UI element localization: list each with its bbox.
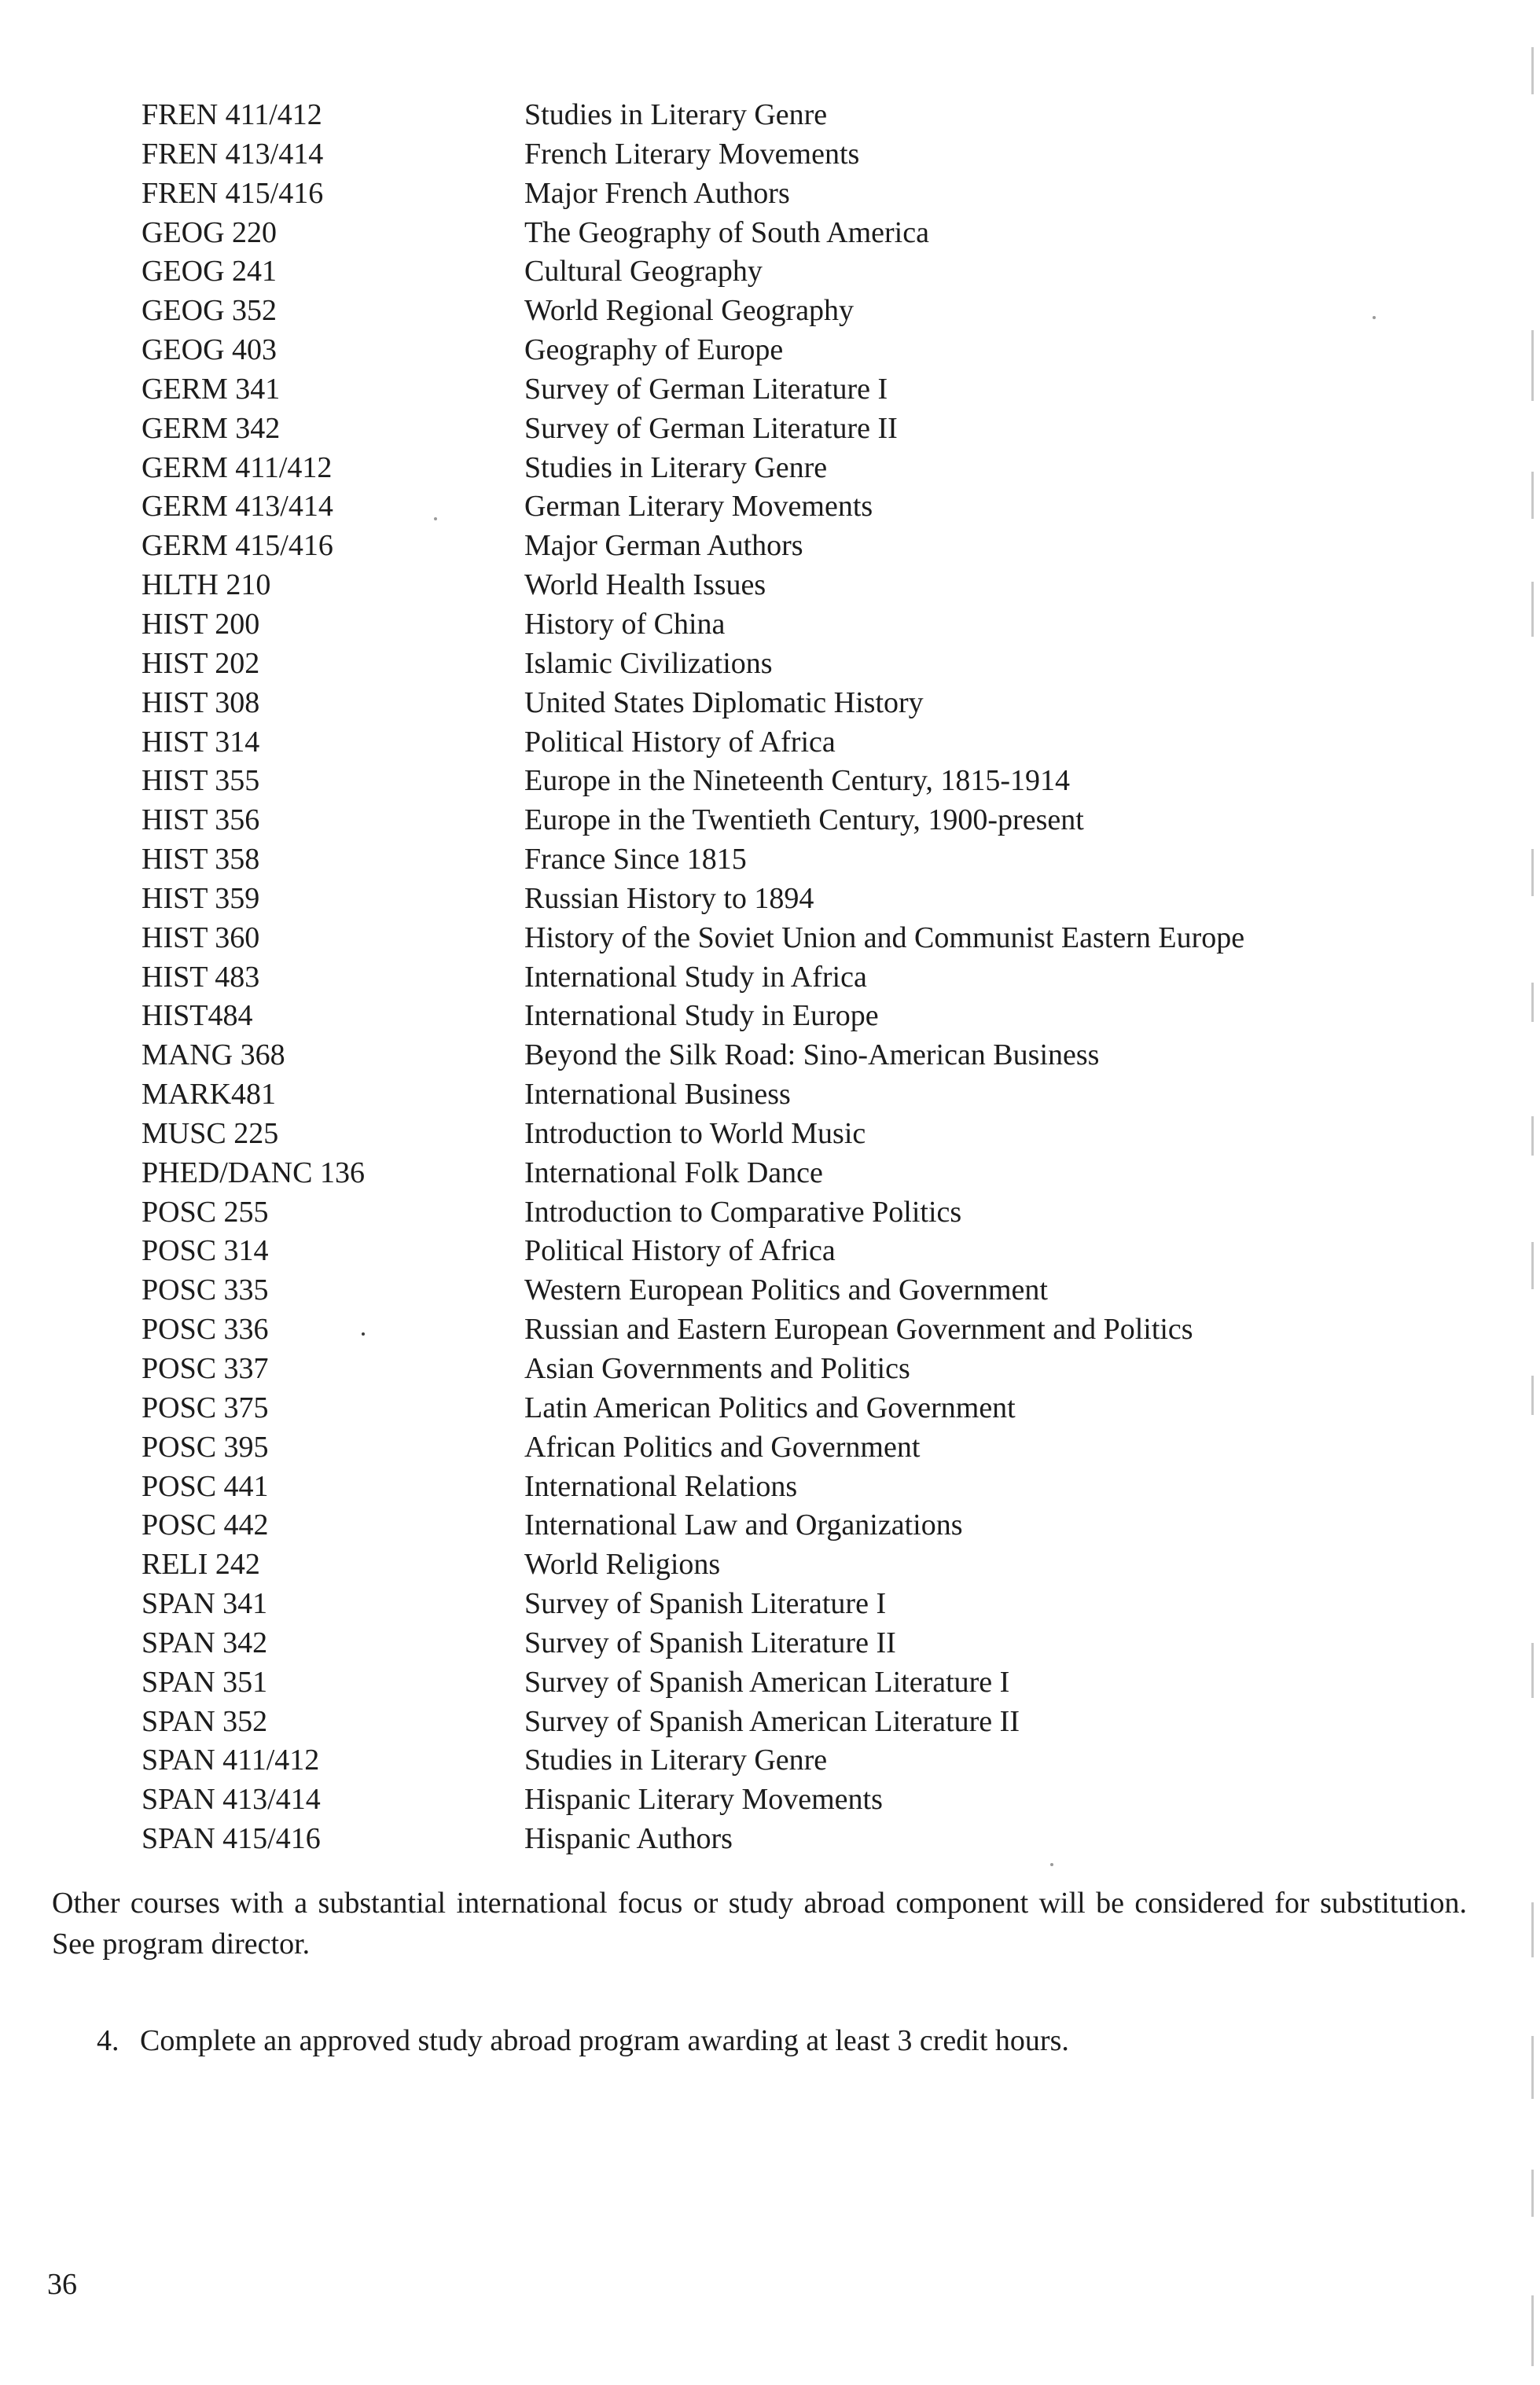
course-title: French Literary Movements (524, 137, 860, 171)
course-title: International Law and Organizations (524, 1509, 963, 1542)
course-code: GERM 342 (142, 411, 281, 445)
course-row (142, 449, 1368, 488)
course-row (142, 762, 1368, 801)
course-code: FREN 415/416 (142, 176, 324, 210)
course-code: HIST 308 (142, 685, 260, 719)
course-code: SPAN 415/416 (142, 1822, 321, 1856)
course-title: History of China (524, 607, 726, 641)
course-title: Studies in Literary Genre (524, 98, 828, 131)
course-code: POSC 337 (142, 1352, 269, 1385)
course-title: Geography of Europe (524, 333, 784, 367)
scan-edge-mark (1531, 1242, 1534, 1289)
course-title: Russian and Eastern European Government and Politics (524, 1313, 1193, 1347)
scan-edge-mark (1531, 849, 1534, 896)
course-code: GERM 341 (142, 372, 281, 406)
course-row (142, 840, 1368, 880)
course-code: POSC 255 (142, 1195, 269, 1229)
course-code: PHED/DANC 136 (142, 1156, 365, 1189)
course-code: SPAN 411/412 (142, 1744, 320, 1777)
course-code: HIST 200 (142, 607, 260, 641)
course-code: POSC 395 (142, 1430, 269, 1464)
course-title: Latin American Politics and Government (524, 1391, 1016, 1424)
scan-speck (1373, 316, 1376, 319)
scan-edge-mark (1531, 1116, 1534, 1156)
course-row (142, 1780, 1368, 1820)
course-row (142, 1545, 1368, 1585)
course-title: German Literary Movements (524, 490, 873, 524)
course-title: Introduction to Comparative Politics (524, 1195, 962, 1229)
course-row (142, 1075, 1368, 1115)
course-row (142, 1468, 1368, 1507)
course-row (142, 605, 1368, 645)
course-code: SPAN 413/414 (142, 1783, 321, 1817)
course-title: Survey of Spanish Literature I (524, 1587, 887, 1621)
course-row (142, 1663, 1368, 1703)
course-code: MUSC 225 (142, 1116, 279, 1150)
scan-edge-mark (1531, 983, 1534, 1022)
course-title: Russian History to 1894 (524, 881, 814, 915)
scan-speck (434, 517, 437, 520)
course-title: The Geography of South America (524, 215, 929, 249)
course-title: Studies in Literary Genre (524, 450, 828, 484)
course-row (142, 96, 1368, 135)
course-code: HIST 483 (142, 960, 260, 994)
course-row (142, 1624, 1368, 1663)
scan-edge-mark (1531, 1376, 1534, 1415)
course-title: Survey of Spanish American Literature I (524, 1665, 1010, 1699)
course-title: Europe in the Twentieth Century, 1900-present (524, 803, 1084, 837)
course-row (142, 292, 1368, 331)
course-row (142, 684, 1368, 723)
substitution-note: Other courses with a substantial international focus or study abroad component will be considered for substitution. See program director. (52, 1887, 1467, 1961)
course-code: HIST 359 (142, 881, 260, 915)
course-code: GEOG 241 (142, 255, 277, 288)
course-title: Studies in Literary Genre (524, 1744, 828, 1777)
course-title: Introduction to World Music (524, 1116, 866, 1150)
course-code: GERM 411/412 (142, 450, 333, 484)
course-row (142, 1193, 1368, 1233)
course-title: Major French Authors (524, 176, 790, 210)
course-code: RELI 242 (142, 1548, 260, 1582)
requirement-number: 4. (97, 2024, 119, 2057)
course-code: POSC 335 (142, 1273, 269, 1307)
course-title: Hispanic Authors (524, 1822, 733, 1856)
scan-edge-mark (1531, 47, 1534, 94)
course-title: International Folk Dance (524, 1156, 823, 1189)
course-row (142, 487, 1368, 527)
course-list (142, 96, 1368, 1859)
course-code: GEOG 220 (142, 215, 277, 249)
course-row (142, 1506, 1368, 1545)
scan-edge-mark (1531, 2036, 1534, 2099)
course-row (142, 370, 1368, 410)
course-code: POSC 375 (142, 1391, 269, 1424)
course-title: Beyond the Silk Road: Sino-American Business (524, 1038, 1100, 1072)
course-code: SPAN 341 (142, 1587, 268, 1621)
requirement-text: Complete an approved study abroad program awarding at least 3 credit hours. (140, 2024, 1069, 2057)
course-title: World Health Issues (524, 568, 766, 602)
course-row (142, 1350, 1368, 1389)
course-row (142, 1232, 1368, 1271)
course-code: HIST 356 (142, 803, 260, 837)
course-code: POSC 442 (142, 1509, 269, 1542)
scan-edge-mark (1531, 330, 1534, 401)
course-title: Islamic Civilizations (524, 646, 773, 680)
course-title: Political History of Africa (524, 1234, 836, 1268)
scan-speck (362, 1332, 365, 1336)
course-code: POSC 441 (142, 1469, 269, 1503)
course-code: HIST 314 (142, 725, 260, 759)
course-title: France Since 1815 (524, 843, 747, 876)
course-row (142, 1389, 1368, 1428)
course-code: GEOG 352 (142, 294, 277, 328)
course-row (142, 1585, 1368, 1624)
course-code: HIST 358 (142, 843, 260, 876)
course-title: Western European Politics and Government (524, 1273, 1048, 1307)
course-title: International Business (524, 1078, 791, 1112)
course-row (142, 880, 1368, 919)
course-row (142, 1741, 1368, 1780)
course-title: African Politics and Government (524, 1430, 921, 1464)
course-row (142, 919, 1368, 958)
scan-edge-mark (1531, 472, 1534, 519)
course-row (142, 527, 1368, 566)
course-code: HIST 360 (142, 921, 260, 954)
course-title: Major German Authors (524, 529, 803, 563)
scan-edge-mark (1531, 582, 1534, 637)
course-row (142, 1310, 1368, 1350)
course-code: GERM 415/416 (142, 529, 333, 563)
course-code: HIST 202 (142, 646, 260, 680)
course-row (142, 645, 1368, 684)
course-row (142, 723, 1368, 763)
course-title: International Study in Europe (524, 999, 879, 1033)
course-row (142, 1271, 1368, 1310)
course-title: Hispanic Literary Movements (524, 1783, 883, 1817)
course-row (142, 1703, 1368, 1742)
course-title: Cultural Geography (524, 255, 763, 288)
course-code: GERM 413/414 (142, 490, 333, 524)
course-title: International Relations (524, 1469, 798, 1503)
course-title: World Regional Geography (524, 294, 855, 328)
course-row (142, 1154, 1368, 1193)
course-row (142, 410, 1368, 449)
scan-edge-mark (1531, 1902, 1534, 1957)
course-row (142, 1036, 1368, 1075)
course-title: Survey of German Literature II (524, 411, 898, 445)
course-row (142, 1428, 1368, 1468)
course-title: Asian Governments and Politics (524, 1352, 910, 1385)
course-title: International Study in Africa (524, 960, 867, 994)
course-row (142, 252, 1368, 292)
course-title: Europe in the Nineteenth Century, 1815-1914 (524, 764, 1071, 798)
course-code: FREN 411/412 (142, 98, 322, 131)
course-title: Survey of German Literature I (524, 372, 888, 406)
course-title: History of the Soviet Union and Communist Eastern Europe (524, 921, 1245, 954)
course-row (142, 214, 1368, 253)
course-code: FREN 413/414 (142, 137, 324, 171)
course-row (142, 135, 1368, 175)
course-code: SPAN 352 (142, 1704, 268, 1738)
course-row (142, 331, 1368, 370)
course-row (142, 958, 1368, 998)
course-code: MANG 368 (142, 1038, 285, 1072)
course-row (142, 997, 1368, 1036)
requirement-item (97, 2020, 1069, 2061)
course-row (142, 1115, 1368, 1154)
course-title: Survey of Spanish American Literature II (524, 1704, 1020, 1738)
course-row (142, 566, 1368, 605)
course-row (142, 1820, 1368, 1859)
course-code: HIST 355 (142, 764, 260, 798)
scan-edge-mark (1531, 1643, 1534, 1698)
course-row (142, 175, 1368, 214)
course-code: MARK481 (142, 1078, 277, 1112)
course-title: Political History of Africa (524, 725, 836, 759)
scan-edge-mark (1531, 2295, 1534, 2366)
course-code: SPAN 342 (142, 1626, 268, 1659)
scan-edge-mark (1531, 2170, 1534, 2217)
course-code: HLTH 210 (142, 568, 271, 602)
course-row (142, 801, 1368, 840)
course-code: POSC 336 (142, 1313, 269, 1347)
course-title: World Religions (524, 1548, 721, 1582)
course-code: HIST484 (142, 999, 253, 1033)
scan-speck (1050, 1863, 1053, 1866)
course-title: United States Diplomatic History (524, 685, 924, 719)
course-code: GEOG 403 (142, 333, 277, 367)
course-title: Survey of Spanish Literature II (524, 1626, 896, 1659)
course-code: SPAN 351 (142, 1665, 268, 1699)
page-number: 36 (47, 2268, 77, 2301)
course-code: POSC 314 (142, 1234, 269, 1268)
